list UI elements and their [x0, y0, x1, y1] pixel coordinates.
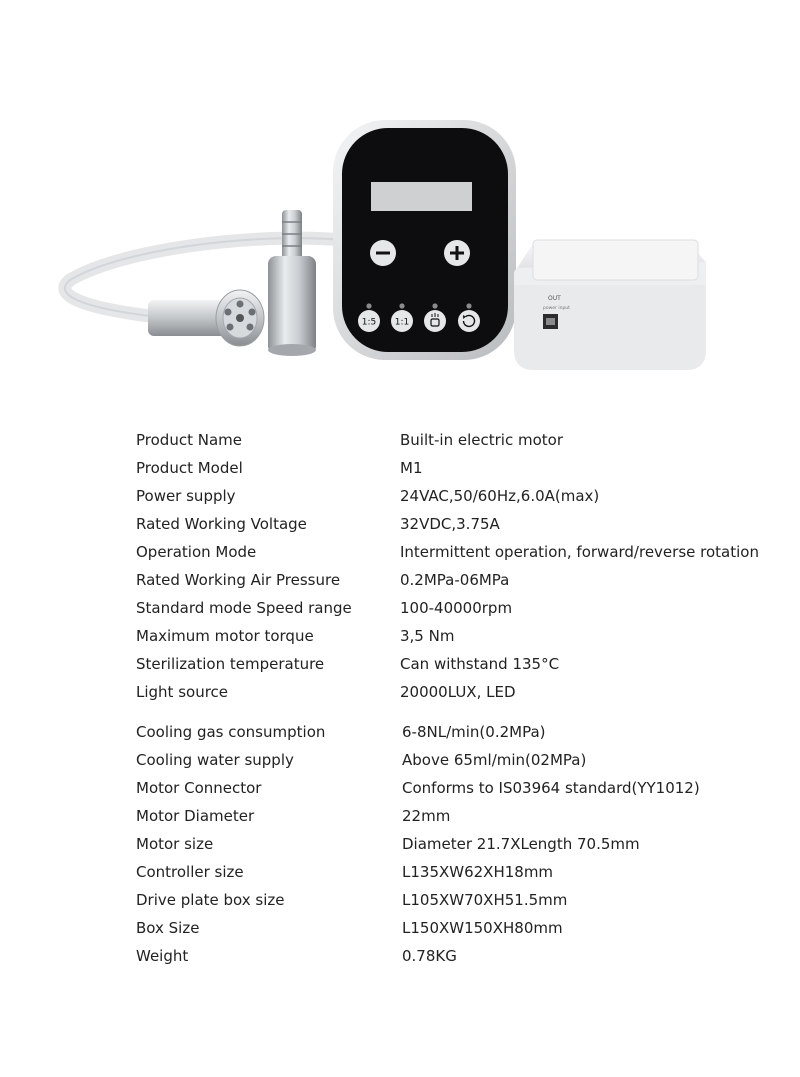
spec-row: [0, 774, 800, 802]
spec-value: Above 65ml/min(02MPa): [402, 751, 587, 769]
spec-value: 0.78KG: [402, 947, 457, 965]
spec-label: Weight: [136, 947, 189, 965]
spec-row: [0, 426, 800, 454]
spec-label: Motor Diameter: [136, 807, 255, 825]
spec-label: Rated Working Air Pressure: [136, 571, 341, 589]
svg-text:1:1: 1:1: [394, 317, 410, 328]
electric-motor: [148, 290, 264, 346]
spec-value: L105XW70XH51.5mm: [402, 891, 568, 909]
spec-label: Product Name: [136, 431, 242, 449]
spec-value: Conforms to IS03964 standard(YY1012): [402, 779, 700, 797]
spec-label: Controller size: [136, 863, 244, 881]
spec-row: [0, 914, 800, 942]
spec-label: Power supply: [136, 487, 236, 505]
spec-label: Motor size: [136, 835, 214, 853]
spec-row: [0, 454, 800, 482]
spec-value: Built-in electric motor: [400, 431, 563, 449]
spec-label: Operation Mode: [136, 543, 257, 561]
spec-row: [0, 678, 800, 706]
drive-box: [514, 240, 706, 370]
spec-label: Rated Working Voltage: [136, 515, 307, 533]
spec-label: Cooling gas consumption: [136, 723, 326, 741]
spec-value: 0.2MPa-06MPa: [400, 571, 510, 589]
spec-row: [0, 886, 800, 914]
spec-value: L150XW150XH80mm: [402, 919, 563, 937]
spec-label: Product Model: [136, 459, 243, 477]
spec-row: [0, 858, 800, 886]
spec-row: [0, 622, 800, 650]
spec-label: Cooling water supply: [136, 751, 294, 769]
spec-row: [0, 942, 800, 970]
spec-label: Light source: [136, 683, 229, 701]
spec-row: [0, 746, 800, 774]
spec-row: [0, 538, 800, 566]
spec-row: [0, 482, 800, 510]
spec-label: Sterilization temperature: [136, 655, 325, 673]
spec-row: [0, 510, 800, 538]
rotate-icon: [458, 310, 480, 332]
spec-value: L135XW62XH18mm: [402, 863, 554, 881]
svg-text:1:5: 1:5: [361, 317, 377, 328]
spec-value: 6-8NL/min(0.2MPa): [402, 723, 546, 741]
spec-row: [0, 566, 800, 594]
spec-row: [0, 802, 800, 830]
spec-label: Box Size: [136, 919, 200, 937]
spec-label: Standard mode Speed range: [136, 599, 352, 617]
spec-label: Motor Connector: [136, 779, 262, 797]
controller-display: [371, 182, 472, 211]
spec-row: [0, 830, 800, 858]
svg-text:OUT: OUT: [548, 295, 561, 302]
spec-value: 32VDC,3.75A: [400, 515, 500, 533]
spec-value: 24VAC,50/60Hz,6.0A(max): [400, 487, 600, 505]
spec-label: Drive plate box size: [136, 891, 285, 909]
controller: [333, 120, 516, 360]
spec-value: 100-40000rpm: [400, 599, 513, 617]
spec-value: 3,5 Nm: [400, 627, 455, 645]
spec-row: [0, 718, 800, 746]
spec-value: Intermittent operation, forward/reverse rotation: [400, 543, 759, 561]
spec-value: 20000LUX, LED: [400, 683, 516, 701]
svg-text:power input: power input: [543, 306, 570, 311]
spec-value: Diameter 21.7XLength 70.5mm: [402, 835, 640, 853]
spec-label: Maximum motor torque: [136, 627, 314, 645]
product-illustration: [0, 0, 800, 410]
product-image: [0, 0, 800, 410]
spec-row: [0, 594, 800, 622]
spec-row: [0, 650, 800, 678]
spec-value: 22mm: [402, 807, 451, 825]
spec-value: M1: [400, 459, 423, 477]
spec-value: Can withstand 135°C: [400, 655, 560, 673]
